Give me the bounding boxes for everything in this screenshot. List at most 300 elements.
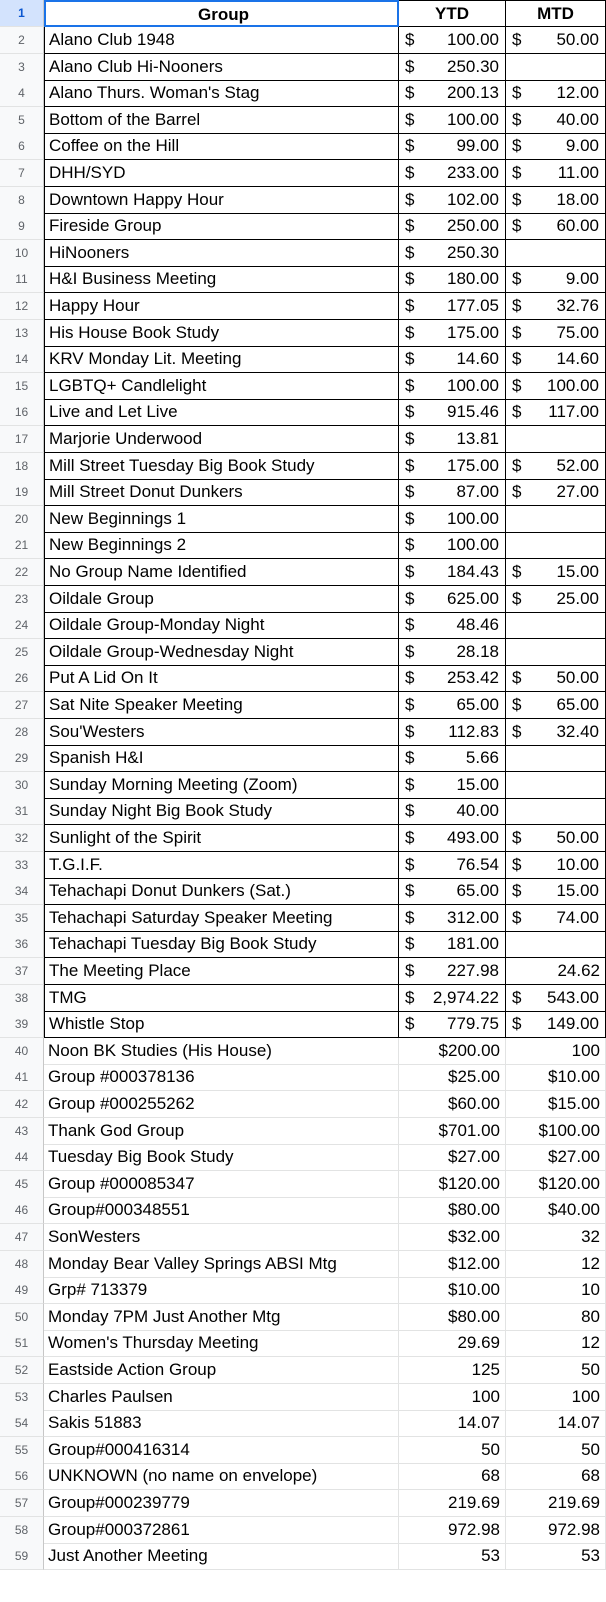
group-cell[interactable]: Coffee on the Hill xyxy=(44,133,399,160)
ytd-cell[interactable] xyxy=(399,1384,506,1411)
row-header[interactable]: 4 xyxy=(0,80,44,107)
mtd-cell[interactable] xyxy=(506,54,606,81)
table-row xyxy=(0,745,606,772)
mtd-cell[interactable] xyxy=(506,825,606,852)
amount-value: $15.00 xyxy=(548,1094,600,1113)
group-cell[interactable]: Group#000348551 xyxy=(44,1197,399,1224)
row-header[interactable]: 26 xyxy=(0,665,44,692)
ytd-cell[interactable] xyxy=(399,985,506,1012)
mtd-cell[interactable] xyxy=(506,1277,606,1304)
mtd-cell[interactable] xyxy=(506,133,606,160)
mtd-cell[interactable] xyxy=(506,532,606,559)
currency-symbol: $ xyxy=(405,908,415,927)
currency-symbol: $ xyxy=(405,855,415,874)
group-cell[interactable]: Alano Club 1948 xyxy=(44,27,399,54)
group-cell[interactable]: Sat Nite Speaker Meeting xyxy=(44,692,399,719)
group-column-header[interactable]: Group xyxy=(44,0,399,27)
group-cell[interactable]: New Beginnings 1 xyxy=(44,506,399,533)
row-header[interactable]: 31 xyxy=(0,798,44,825)
ytd-cell[interactable] xyxy=(399,1038,506,1065)
amount-value: 15.00 xyxy=(556,881,599,900)
table-row xyxy=(0,80,606,107)
mtd-cell[interactable] xyxy=(506,1304,606,1331)
row-header[interactable]: 50 xyxy=(0,1304,44,1331)
mtd-cell[interactable] xyxy=(506,1171,606,1198)
row-header[interactable]: 58 xyxy=(0,1517,44,1544)
currency-symbol: $ xyxy=(512,110,522,129)
ytd-cell[interactable] xyxy=(399,1490,506,1517)
row-header[interactable]: 55 xyxy=(0,1437,44,1464)
row-header[interactable]: 18 xyxy=(0,453,44,480)
amount-value: 100.00 xyxy=(447,376,499,395)
amount-value: 972.98 xyxy=(548,1520,600,1539)
amount-value: 2,974.22 xyxy=(432,988,499,1007)
table-row xyxy=(0,878,606,905)
row-header[interactable]: 35 xyxy=(0,905,44,932)
ytd-cell[interactable] xyxy=(399,958,506,985)
group-cell[interactable]: Group #000378136 xyxy=(44,1064,399,1091)
group-cell[interactable]: Oildale Group-Monday Night xyxy=(44,612,399,639)
ytd-cell[interactable] xyxy=(399,772,506,799)
group-cell[interactable]: Sou'Westers xyxy=(44,719,399,746)
mtd-cell[interactable] xyxy=(506,931,606,958)
row-header[interactable]: 43 xyxy=(0,1118,44,1145)
mtd-cell[interactable] xyxy=(506,665,606,692)
mtd-cell[interactable] xyxy=(506,506,606,533)
row-header[interactable]: 59 xyxy=(0,1543,44,1570)
currency-symbol: $ xyxy=(405,961,415,980)
group-cell[interactable]: Group#000416314 xyxy=(44,1437,399,1464)
group-cell[interactable]: Fireside Group xyxy=(44,213,399,240)
mtd-cell[interactable] xyxy=(506,1144,606,1171)
mtd-cell[interactable] xyxy=(506,745,606,772)
currency-symbol: $ xyxy=(405,296,415,315)
group-cell[interactable]: Mill Street Tuesday Big Book Study xyxy=(44,453,399,480)
group-cell[interactable]: H&I Business Meeting xyxy=(44,266,399,293)
mtd-cell[interactable] xyxy=(506,160,606,187)
mtd-cell[interactable] xyxy=(506,1330,606,1357)
mtd-cell[interactable] xyxy=(506,1384,606,1411)
amount-value: 12 xyxy=(581,1254,600,1273)
group-cell[interactable]: T.G.I.F. xyxy=(44,852,399,879)
ytd-cell[interactable] xyxy=(399,1064,506,1091)
group-cell[interactable]: DHH/SYD xyxy=(44,160,399,187)
mtd-cell[interactable] xyxy=(506,612,606,639)
group-cell[interactable]: Group #000085347 xyxy=(44,1171,399,1198)
ytd-cell[interactable] xyxy=(399,905,506,932)
ytd-cell[interactable] xyxy=(399,1144,506,1171)
ytd-cell[interactable] xyxy=(399,1304,506,1331)
table-row xyxy=(0,1543,606,1570)
mtd-cell[interactable] xyxy=(506,1011,606,1038)
ytd-cell[interactable] xyxy=(399,1330,506,1357)
mtd-cell[interactable] xyxy=(506,958,606,985)
ytd-cell[interactable] xyxy=(399,1251,506,1278)
ytd-cell[interactable] xyxy=(399,187,506,214)
row-header[interactable]: 37 xyxy=(0,958,44,985)
amount-value: $25.00 xyxy=(448,1067,500,1086)
row-header[interactable]: 41 xyxy=(0,1064,44,1091)
currency-symbol: $ xyxy=(512,855,522,874)
mtd-cell[interactable] xyxy=(506,1091,606,1118)
ytd-cell[interactable] xyxy=(399,692,506,719)
ytd-cell[interactable] xyxy=(399,665,506,692)
table-row xyxy=(0,798,606,825)
group-cell[interactable]: UNKNOWN (no name on envelope) xyxy=(44,1463,399,1490)
group-cell[interactable]: Tehachapi Saturday Speaker Meeting xyxy=(44,905,399,932)
row-header[interactable]: 29 xyxy=(0,745,44,772)
currency-symbol: $ xyxy=(512,722,522,741)
mtd-cell[interactable] xyxy=(506,240,606,267)
ytd-cell[interactable] xyxy=(399,426,506,453)
group-cell[interactable]: Group#000372861 xyxy=(44,1517,399,1544)
currency-symbol: $ xyxy=(405,535,415,554)
ytd-cell[interactable] xyxy=(399,80,506,107)
group-cell[interactable]: Tuesday Big Book Study xyxy=(44,1144,399,1171)
ytd-cell[interactable] xyxy=(399,931,506,958)
mtd-cell[interactable] xyxy=(506,905,606,932)
row-header[interactable]: 42 xyxy=(0,1091,44,1118)
mtd-cell[interactable] xyxy=(506,1118,606,1145)
ytd-cell[interactable] xyxy=(399,54,506,81)
group-cell[interactable]: Thank God Group xyxy=(44,1118,399,1145)
mtd-cell[interactable] xyxy=(506,1517,606,1544)
ytd-cell[interactable] xyxy=(399,160,506,187)
group-cell[interactable]: Group#000239779 xyxy=(44,1490,399,1517)
row-header[interactable]: 30 xyxy=(0,772,44,799)
ytd-cell[interactable] xyxy=(399,612,506,639)
mtd-cell[interactable] xyxy=(506,266,606,293)
ytd-cell[interactable] xyxy=(399,479,506,506)
row-header[interactable]: 47 xyxy=(0,1224,44,1251)
group-cell[interactable]: New Beginnings 2 xyxy=(44,532,399,559)
currency-symbol: $ xyxy=(512,349,522,368)
mtd-cell[interactable] xyxy=(506,1463,606,1490)
table-row xyxy=(0,160,606,187)
ytd-cell[interactable] xyxy=(399,399,506,426)
mtd-cell[interactable] xyxy=(506,426,606,453)
mtd-cell[interactable] xyxy=(506,798,606,825)
mtd-cell[interactable] xyxy=(506,1064,606,1091)
ytd-cell[interactable] xyxy=(399,1357,506,1384)
ytd-cell[interactable] xyxy=(399,1011,506,1038)
ytd-cell[interactable] xyxy=(399,1224,506,1251)
currency-symbol: $ xyxy=(512,216,522,235)
group-cell[interactable]: Tehachapi Tuesday Big Book Study xyxy=(44,931,399,958)
mtd-cell[interactable] xyxy=(506,1197,606,1224)
row-header[interactable]: 10 xyxy=(0,240,44,267)
group-cell[interactable]: Oildale Group-Wednesday Night xyxy=(44,639,399,666)
row-header[interactable]: 9 xyxy=(0,213,44,240)
currency-symbol: $ xyxy=(512,482,522,501)
ytd-cell[interactable] xyxy=(399,1437,506,1464)
mtd-cell[interactable] xyxy=(506,1437,606,1464)
amount-value: 25.00 xyxy=(556,589,599,608)
mtd-cell[interactable] xyxy=(506,719,606,746)
ytd-cell[interactable] xyxy=(399,1517,506,1544)
group-cell[interactable]: Sakis 51883 xyxy=(44,1410,399,1437)
ytd-cell[interactable] xyxy=(399,320,506,347)
ytd-column-header[interactable]: YTD xyxy=(399,0,506,27)
group-cell[interactable]: Eastside Action Group xyxy=(44,1357,399,1384)
amount-value: $120.00 xyxy=(538,1174,600,1193)
row-header[interactable]: 6 xyxy=(0,133,44,160)
mtd-cell[interactable] xyxy=(506,320,606,347)
ytd-cell[interactable] xyxy=(399,1543,506,1570)
group-cell[interactable]: Monday 7PM Just Another Mtg xyxy=(44,1304,399,1331)
ytd-cell[interactable] xyxy=(399,346,506,373)
currency-symbol: $ xyxy=(512,402,522,421)
mtd-column-header[interactable]: MTD xyxy=(506,0,606,27)
ytd-cell[interactable] xyxy=(399,1118,506,1145)
amount-value: 9.00 xyxy=(565,269,599,288)
currency-symbol: $ xyxy=(512,296,522,315)
group-cell[interactable]: Grp# 713379 xyxy=(44,1277,399,1304)
row-header[interactable]: 23 xyxy=(0,586,44,613)
mtd-cell[interactable] xyxy=(506,772,606,799)
currency-symbol: $ xyxy=(405,190,415,209)
amount-value: 250.00 xyxy=(447,216,499,235)
currency-symbol: $ xyxy=(405,482,415,501)
row-header[interactable]: 32 xyxy=(0,825,44,852)
group-cell[interactable]: Live and Let Live xyxy=(44,399,399,426)
mtd-cell[interactable] xyxy=(506,213,606,240)
mtd-cell[interactable] xyxy=(506,80,606,107)
ytd-cell[interactable] xyxy=(399,1277,506,1304)
row-header[interactable]: 14 xyxy=(0,346,44,373)
group-cell[interactable]: Alano Thurs. Woman's Stag xyxy=(44,80,399,107)
table-row xyxy=(0,187,606,214)
ytd-cell[interactable] xyxy=(399,293,506,320)
row-header[interactable]: 46 xyxy=(0,1197,44,1224)
ytd-cell[interactable] xyxy=(399,213,506,240)
mtd-cell[interactable] xyxy=(506,1357,606,1384)
row-header[interactable]: 2 xyxy=(0,27,44,54)
amount-value: 29.69 xyxy=(457,1333,500,1352)
table-row xyxy=(0,1384,606,1411)
mtd-cell[interactable] xyxy=(506,293,606,320)
row-header[interactable]: 49 xyxy=(0,1277,44,1304)
group-cell[interactable]: Charles Paulsen xyxy=(44,1384,399,1411)
mtd-cell[interactable] xyxy=(506,985,606,1012)
mtd-cell[interactable] xyxy=(506,1410,606,1437)
row-header[interactable]: 33 xyxy=(0,852,44,879)
amount-value: 65.00 xyxy=(556,695,599,714)
group-cell[interactable]: Whistle Stop xyxy=(44,1011,399,1038)
table-row xyxy=(0,1064,606,1091)
row-header[interactable]: 34 xyxy=(0,878,44,905)
row-header[interactable]: 48 xyxy=(0,1251,44,1278)
amount-value: $60.00 xyxy=(448,1094,500,1113)
row-header[interactable]: 56 xyxy=(0,1463,44,1490)
table-row xyxy=(0,1224,606,1251)
group-cell[interactable]: Women's Thursday Meeting xyxy=(44,1330,399,1357)
amount-value: 68 xyxy=(481,1466,500,1485)
row-header[interactable]: 1 xyxy=(0,0,44,27)
group-cell[interactable]: Mill Street Donut Dunkers xyxy=(44,479,399,506)
group-cell[interactable]: Put A Lid On It xyxy=(44,665,399,692)
row-header[interactable]: 3 xyxy=(0,54,44,81)
ytd-cell[interactable] xyxy=(399,798,506,825)
mtd-cell[interactable] xyxy=(506,27,606,54)
ytd-cell[interactable] xyxy=(399,453,506,480)
table-row xyxy=(0,1357,606,1384)
group-cell[interactable]: LGBTQ+ Candlelight xyxy=(44,373,399,400)
mtd-cell[interactable] xyxy=(506,187,606,214)
ytd-cell[interactable] xyxy=(399,240,506,267)
group-cell[interactable]: Happy Hour xyxy=(44,293,399,320)
ytd-cell[interactable] xyxy=(399,1197,506,1224)
ytd-cell[interactable] xyxy=(399,852,506,879)
row-header[interactable]: 28 xyxy=(0,719,44,746)
currency-symbol: $ xyxy=(512,456,522,475)
row-header[interactable]: 5 xyxy=(0,107,44,134)
group-cell[interactable]: SonWesters xyxy=(44,1224,399,1251)
ytd-cell[interactable] xyxy=(399,719,506,746)
mtd-cell[interactable] xyxy=(506,1543,606,1570)
amount-value: 219.69 xyxy=(548,1493,600,1512)
group-cell[interactable]: The Meeting Place xyxy=(44,958,399,985)
currency-symbol: $ xyxy=(512,190,522,209)
row-header[interactable]: 54 xyxy=(0,1410,44,1437)
group-cell[interactable]: Tehachapi Donut Dunkers (Sat.) xyxy=(44,878,399,905)
row-header[interactable]: 25 xyxy=(0,639,44,666)
ytd-cell[interactable] xyxy=(399,1463,506,1490)
row-header[interactable]: 51 xyxy=(0,1330,44,1357)
row-header[interactable]: 36 xyxy=(0,931,44,958)
mtd-cell[interactable] xyxy=(506,1490,606,1517)
ytd-cell[interactable] xyxy=(399,1091,506,1118)
group-cell[interactable]: Just Another Meeting xyxy=(44,1543,399,1570)
row-header[interactable]: 57 xyxy=(0,1490,44,1517)
currency-symbol: $ xyxy=(512,163,522,182)
amount-value: 65.00 xyxy=(456,695,499,714)
table-row xyxy=(0,1410,606,1437)
amount-value: 99.00 xyxy=(456,136,499,155)
row-header[interactable]: 13 xyxy=(0,320,44,347)
mtd-cell[interactable] xyxy=(506,878,606,905)
ytd-cell[interactable] xyxy=(399,133,506,160)
mtd-cell[interactable] xyxy=(506,479,606,506)
amount-value: 13.81 xyxy=(456,429,499,448)
table-row xyxy=(0,852,606,879)
amount-value: 184.43 xyxy=(447,562,499,581)
mtd-cell[interactable] xyxy=(506,1038,606,1065)
amount-value: 543.00 xyxy=(547,988,599,1007)
group-cell[interactable]: Sunday Night Big Book Study xyxy=(44,798,399,825)
ytd-cell[interactable] xyxy=(399,1171,506,1198)
group-cell[interactable]: Oildale Group xyxy=(44,586,399,613)
amount-value: 100.00 xyxy=(447,110,499,129)
row-header[interactable]: 52 xyxy=(0,1357,44,1384)
row-header[interactable]: 27 xyxy=(0,692,44,719)
mtd-cell[interactable] xyxy=(506,453,606,480)
mtd-cell[interactable] xyxy=(506,586,606,613)
row-header[interactable]: 15 xyxy=(0,373,44,400)
currency-symbol: $ xyxy=(405,376,415,395)
currency-symbol: $ xyxy=(512,83,522,102)
mtd-cell[interactable] xyxy=(506,692,606,719)
group-cell[interactable]: Alano Club Hi-Nooners xyxy=(44,54,399,81)
table-row xyxy=(0,1144,606,1171)
group-cell[interactable]: Noon BK Studies (His House) xyxy=(44,1038,399,1065)
ytd-cell[interactable] xyxy=(399,373,506,400)
mtd-cell[interactable] xyxy=(506,1224,606,1251)
row-header[interactable]: 22 xyxy=(0,559,44,586)
group-cell[interactable]: Sunday Morning Meeting (Zoom) xyxy=(44,772,399,799)
ytd-cell[interactable] xyxy=(399,532,506,559)
mtd-cell[interactable] xyxy=(506,107,606,134)
ytd-cell[interactable] xyxy=(399,266,506,293)
row-header[interactable]: 16 xyxy=(0,399,44,426)
group-cell[interactable]: Marjorie Underwood xyxy=(44,426,399,453)
row-header[interactable]: 53 xyxy=(0,1384,44,1411)
group-cell[interactable]: No Group Name Identified xyxy=(44,559,399,586)
row-header[interactable]: 40 xyxy=(0,1038,44,1065)
group-cell[interactable]: Sunlight of the Spirit xyxy=(44,825,399,852)
row-header[interactable]: 39 xyxy=(0,1011,44,1038)
row-header[interactable]: 12 xyxy=(0,293,44,320)
group-cell[interactable]: HiNooners xyxy=(44,240,399,267)
ytd-cell[interactable] xyxy=(399,745,506,772)
mtd-cell[interactable] xyxy=(506,559,606,586)
row-header[interactable]: 38 xyxy=(0,985,44,1012)
mtd-cell[interactable] xyxy=(506,1251,606,1278)
ytd-cell[interactable] xyxy=(399,559,506,586)
group-cell[interactable]: Downtown Happy Hour xyxy=(44,187,399,214)
row-header[interactable]: 17 xyxy=(0,426,44,453)
group-cell[interactable]: His House Book Study xyxy=(44,320,399,347)
mtd-cell[interactable] xyxy=(506,373,606,400)
mtd-cell[interactable] xyxy=(506,346,606,373)
group-cell[interactable]: Group #000255262 xyxy=(44,1091,399,1118)
ytd-cell[interactable] xyxy=(399,825,506,852)
ytd-cell[interactable] xyxy=(399,878,506,905)
table-row xyxy=(0,1091,606,1118)
row-header[interactable]: 44 xyxy=(0,1144,44,1171)
currency-symbol: $ xyxy=(405,216,415,235)
amount-value: 32.40 xyxy=(556,722,599,741)
row-header[interactable]: 19 xyxy=(0,479,44,506)
ytd-cell[interactable] xyxy=(399,1410,506,1437)
row-header[interactable]: 11 xyxy=(0,266,44,293)
row-header[interactable]: 24 xyxy=(0,612,44,639)
ytd-cell[interactable] xyxy=(399,107,506,134)
group-cell[interactable]: KRV Monday Lit. Meeting xyxy=(44,346,399,373)
amount-value: 253.42 xyxy=(447,668,499,687)
group-cell[interactable]: Bottom of the Barrel xyxy=(44,107,399,134)
table-row xyxy=(0,1304,606,1331)
group-cell[interactable]: Monday Bear Valley Springs ABSI Mtg xyxy=(44,1251,399,1278)
row-header[interactable]: 20 xyxy=(0,506,44,533)
amount-value: 312.00 xyxy=(447,908,499,927)
mtd-cell[interactable] xyxy=(506,399,606,426)
row-header[interactable]: 21 xyxy=(0,532,44,559)
row-header[interactable]: 7 xyxy=(0,160,44,187)
mtd-cell[interactable] xyxy=(506,639,606,666)
table-row xyxy=(0,1463,606,1490)
row-header[interactable]: 8 xyxy=(0,187,44,214)
ytd-cell[interactable] xyxy=(399,586,506,613)
ytd-cell[interactable] xyxy=(399,27,506,54)
currency-symbol: $ xyxy=(405,775,415,794)
ytd-cell[interactable] xyxy=(399,639,506,666)
mtd-cell[interactable] xyxy=(506,852,606,879)
row-header[interactable]: 45 xyxy=(0,1171,44,1198)
ytd-cell[interactable] xyxy=(399,506,506,533)
group-cell[interactable]: TMG xyxy=(44,985,399,1012)
group-cell[interactable]: Spanish H&I xyxy=(44,745,399,772)
